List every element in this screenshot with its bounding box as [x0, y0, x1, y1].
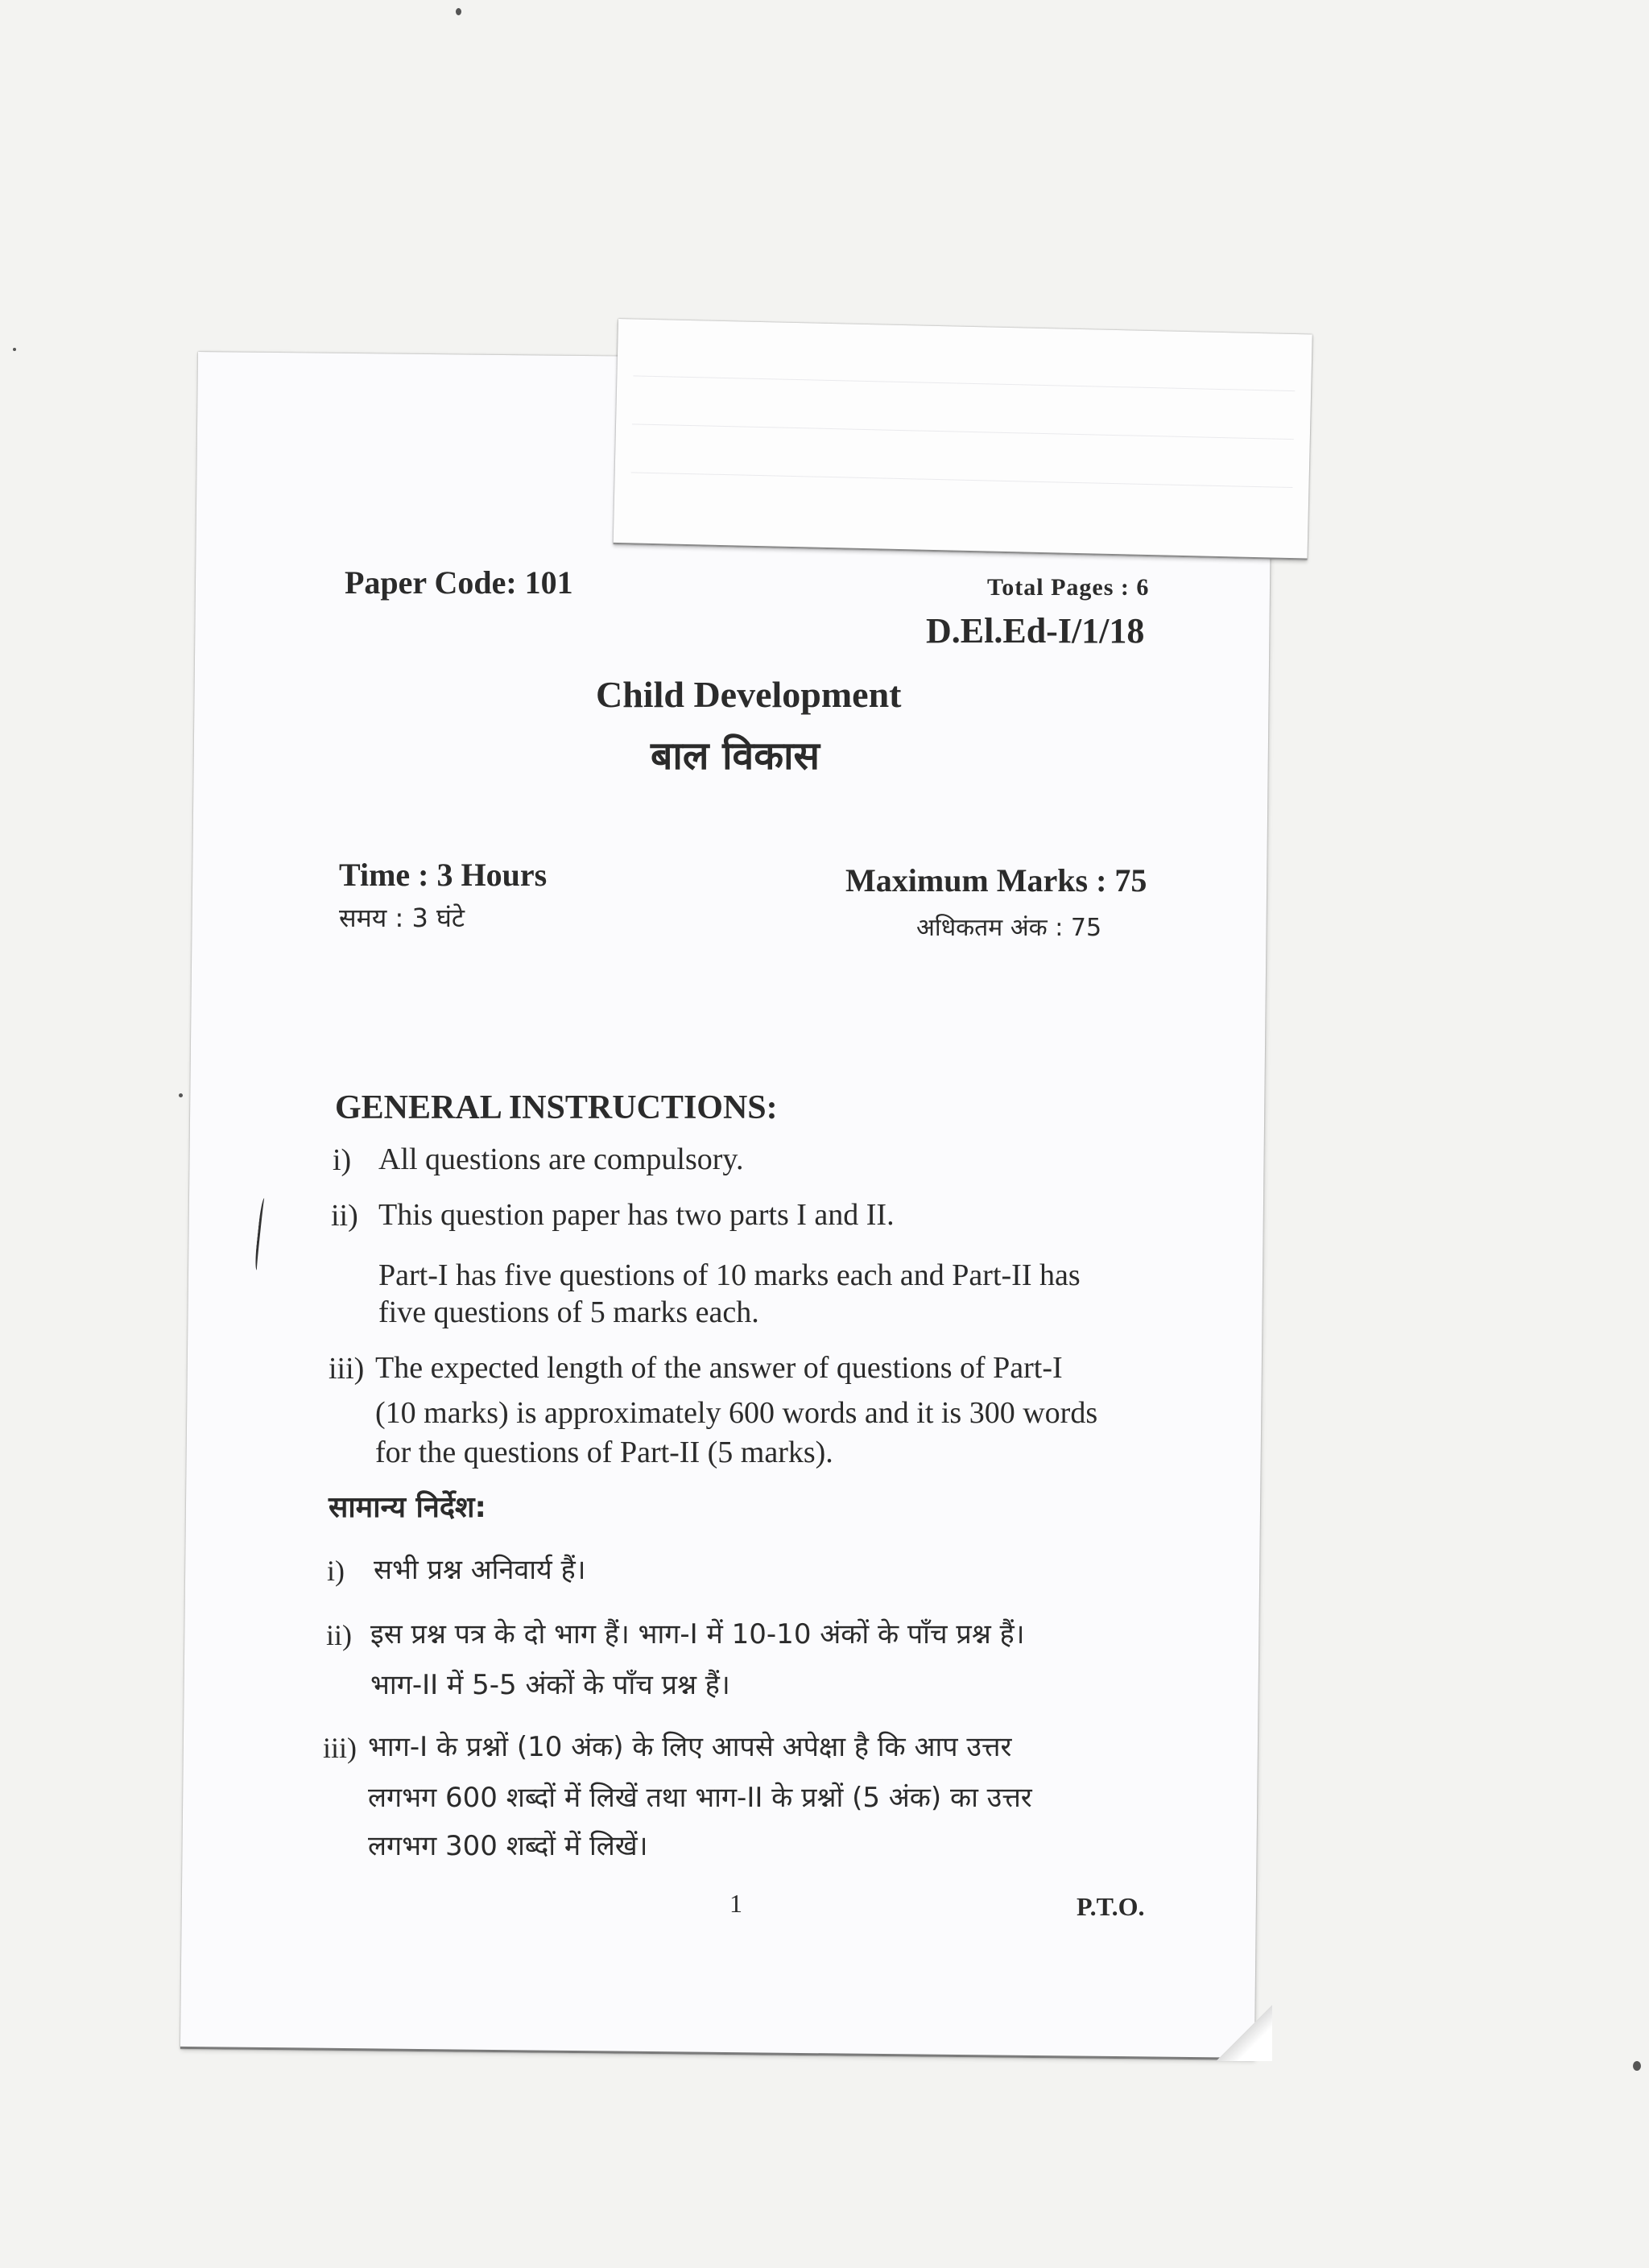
instruction-line: Part-I has five questions of 10 marks each and Part-II has — [378, 1258, 1081, 1292]
scan-speck — [456, 8, 461, 15]
instruction-line: लगभग 300 शब्दों में लिखें। — [368, 1830, 648, 1862]
instruction-number: ii) — [331, 1199, 358, 1233]
hindi-instructions-heading: सामान्य निर्देश: — [329, 1491, 486, 1524]
time-hindi: समय : 3 घंटे — [339, 903, 465, 933]
paper-code: Paper Code: 101 — [345, 564, 573, 601]
instruction-line: सभी प्रश्न अनिवार्य हैं। — [374, 1554, 586, 1586]
max-marks-hindi: अधिकतम अंक : 75 — [916, 914, 1102, 942]
label-sticker — [614, 319, 1312, 560]
instruction-line: भाग-II में 5-5 अंकों के पाँच प्रश्न हैं। — [370, 1669, 730, 1701]
paper-edge — [180, 2047, 1254, 2060]
subject-title-hindi: बाल विकास — [651, 733, 820, 779]
instruction-number: i) — [327, 1555, 345, 1587]
folded-corner — [1216, 2005, 1272, 2061]
instruction-line: five questions of 5 marks each. — [378, 1295, 759, 1329]
general-instructions-heading: GENERAL INSTRUCTIONS: — [335, 1089, 778, 1126]
instruction-line: लगभग 600 शब्दों में लिखें तथा भाग-II के प्रश्नों (5 अंक) का उत्तर — [368, 1782, 1032, 1814]
instruction-line: इस प्रश्न पत्र के दो भाग हैं। भाग-I में 10-10 अंकों के पाँच प्रश्न हैं। — [370, 1618, 1025, 1650]
instruction-number: iii) — [323, 1732, 357, 1764]
scan-speck — [178, 1093, 184, 1098]
instruction-line: for the questions of Part-II (5 marks). — [375, 1436, 833, 1469]
total-pages: Total Pages : 6 — [987, 574, 1150, 601]
time-english: Time : 3 Hours — [339, 857, 548, 893]
subject-title-english: Child Development — [596, 674, 902, 715]
max-marks-english: Maximum Marks : 75 — [845, 862, 1147, 899]
instruction-line: भाग-I के प्रश्नों (10 अंक) के लिए आपसे अपेक्षा है कि आप उत्तर — [368, 1731, 1012, 1763]
please-turn-over: P.T.O. — [1077, 1892, 1145, 1921]
instruction-number: ii) — [326, 1619, 352, 1651]
page-number: 1 — [729, 1889, 742, 1918]
instruction-line: All questions are compulsory. — [378, 1142, 744, 1176]
instruction-line: (10 marks) is approximately 600 words and it is 300 words — [375, 1396, 1098, 1430]
instruction-number: i) — [333, 1143, 352, 1177]
series-code: D.El.Ed-I/1/18 — [926, 611, 1145, 651]
scan-speck — [1633, 2061, 1641, 2071]
scan-speck — [13, 348, 16, 351]
instruction-line: This question paper has two parts I and II. — [378, 1198, 895, 1232]
instruction-line: The expected length of the answer of questions of Part-I — [375, 1351, 1063, 1385]
instruction-number: iii) — [329, 1352, 365, 1386]
